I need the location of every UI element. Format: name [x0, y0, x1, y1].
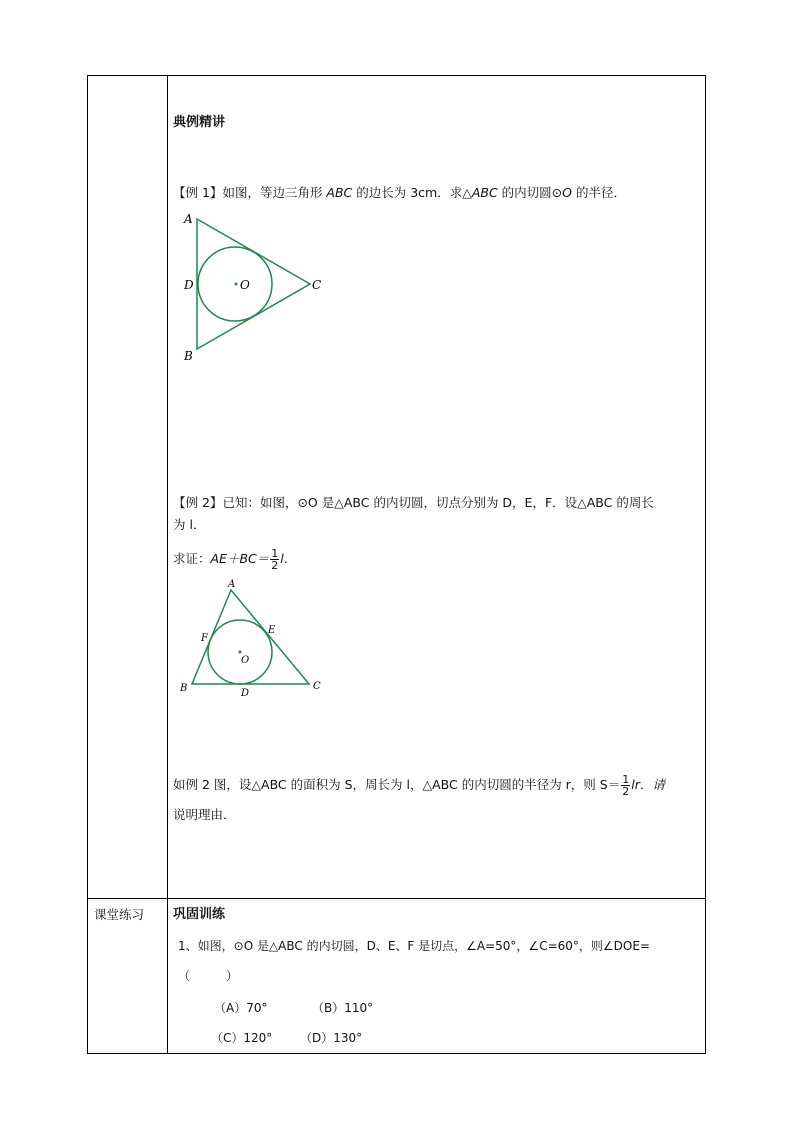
row-label-practice: 课堂练习 [94, 907, 145, 922]
option-c: （C）120° [211, 1031, 273, 1045]
example2-statement-line1: 【例 2】已知：如图，⊙O 是△ABC 的内切圆，切点分别为 D，E，F．设△ABC 的周长 [173, 495, 654, 510]
example2-prove: 求证：AE＋BC＝ $\frac{1}{2}$ l． [173, 547, 297, 572]
fraction-half: $\frac{1}{2}$ [271, 547, 279, 572]
center-dot [235, 283, 238, 286]
example2-figure [175, 574, 330, 702]
label-B: B [184, 349, 193, 363]
example2-statement-line2: 为 l． [173, 517, 206, 532]
fraction-half: $\frac{1}{2}$ [622, 773, 630, 798]
example1-figure [178, 206, 328, 366]
option-a: （A）70° [214, 1001, 268, 1015]
question1-line1: 1、如图，⊙O 是△ABC 的内切圆，D、E、F 是切点，∠A=50°，∠C=60°，则∠DOE= [178, 939, 650, 953]
label-E: E [268, 625, 276, 636]
option-b: （B）110° [312, 1001, 374, 1015]
triangle-abc [192, 590, 309, 684]
label-O: O [241, 655, 250, 666]
label-B: B [180, 683, 188, 694]
section-title: 典例精讲 [173, 115, 226, 130]
example2-label: 【例 2】 [173, 495, 223, 510]
label-D: D [241, 688, 250, 699]
label-C: C [313, 681, 321, 692]
label-C: C [312, 278, 322, 292]
center-dot [239, 651, 242, 654]
label-D: D [184, 278, 194, 292]
label-O: O [240, 278, 250, 292]
label-A: A [184, 212, 193, 226]
option-d: （D）130° [300, 1031, 363, 1045]
example1-label: 【例 1】 [173, 185, 223, 200]
example1-statement: 【例 1】如图，等边三角形 ABC 的边长为 3cm．求△ABC 的内切圆⊙O 的半径． [173, 185, 626, 200]
row-divider [88, 898, 705, 899]
followup-line1: 如例 2 图，设△ABC 的面积为 S，周长为 l，△ABC 的内切圆的半径为 r，则 S＝ $\frac{1}{2}$ lr．请 [173, 773, 665, 798]
followup-line2: 说明理由． [173, 807, 236, 822]
column-divider [167, 76, 168, 1053]
label-A: A [228, 579, 236, 590]
label-F: F [201, 633, 208, 644]
equilateral-triangle [197, 219, 310, 349]
practice-title: 巩固训练 [173, 907, 226, 922]
question1-line2: （ ） [178, 969, 239, 983]
